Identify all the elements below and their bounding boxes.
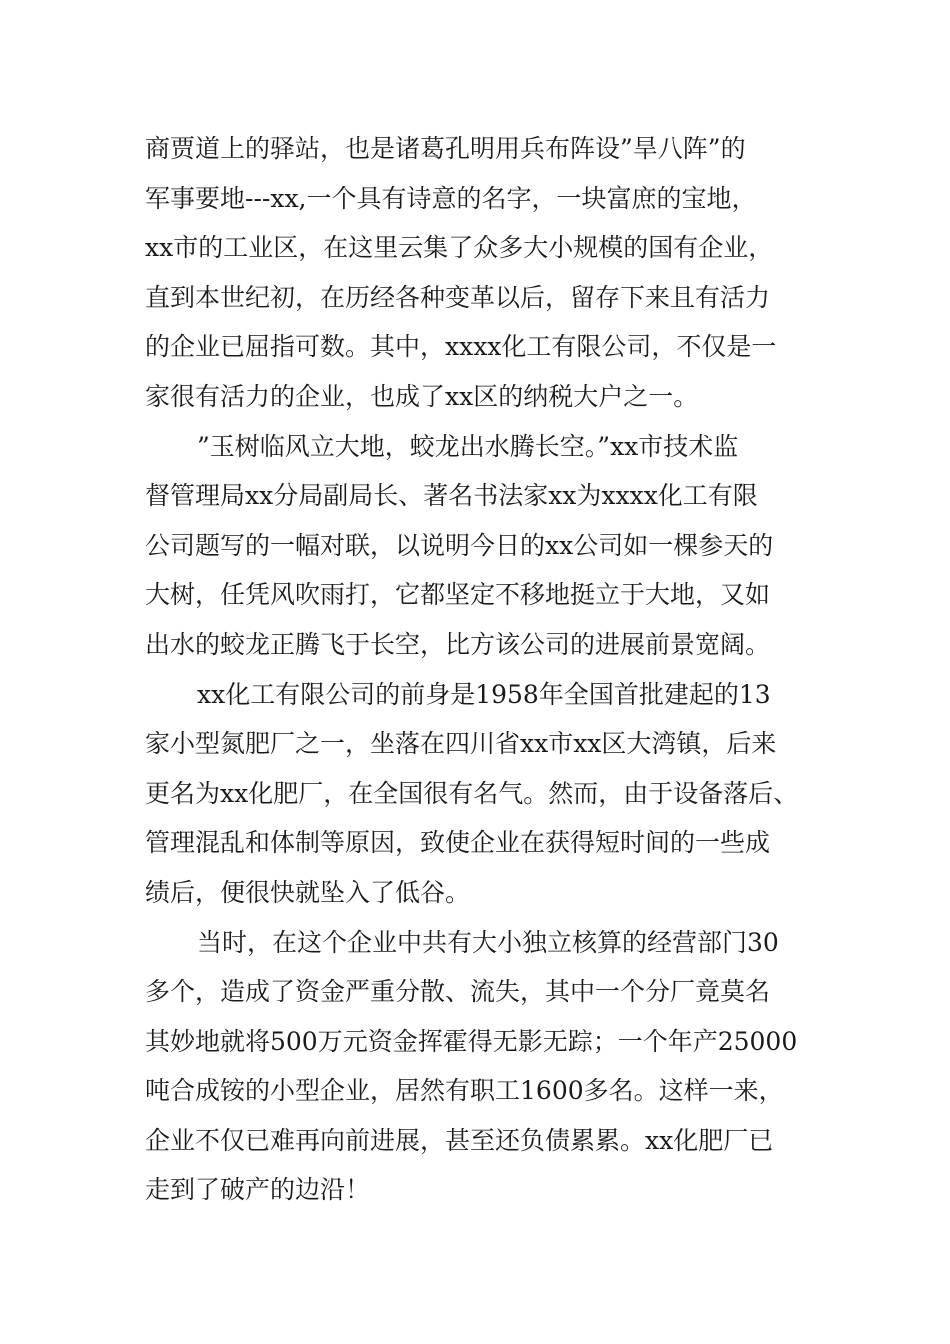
text-line: 的企业已屈指可数。其中，xxxx化工有限公司，不仅是一 (145, 332, 777, 362)
text-line: 公司题写的一幅对联，以说明今日的xx公司如一棵参天的 (145, 530, 774, 560)
text-line: 走到了破产的边沿！ (145, 1175, 371, 1205)
text-line: 企业不仅已难再向前进展，甚至还负债累累。xx化肥厂已 (145, 1125, 774, 1155)
text-line: 商贾道上的驿站，也是诸葛孔明用兵布阵设”旱八阵”的 (145, 134, 746, 163)
text-line: 更名为xx化肥厂，在全国很有名气。然而，由于设备落后、 (145, 778, 799, 808)
text-line: 家小型氮肥厂之一，坐落在四川省xx市xx区大湾镇，后来 (145, 729, 777, 759)
text-line: 绩后，便很快就坠入了低谷。 (145, 877, 471, 907)
text-line: 家很有活力的企业，也成了xx区的纳税大户之一。 (145, 381, 699, 411)
paragraph-start-line: ”玉树临风立大地，蛟龙出水腾长空。”xx市技术监 (197, 431, 739, 461)
text-line: 大树，任凭风吹雨打，它都坚定不移地挺立于大地，又如 (145, 580, 771, 610)
text-line: 吨合成铵的小型企业，居然有职工1600多名。这样一来， (145, 1076, 784, 1106)
paragraph-start-line: xx化工有限公司的前身是1958年全国首批建起的13 (197, 679, 771, 709)
text-line: 直到本世纪初，在历经各种变革以后，留存下来且有活力 (145, 282, 771, 312)
paragraph-start-line: 当时，在这个企业中共有大小独立核算的经营部门30 (197, 927, 779, 957)
body-text (145, 124, 825, 1215)
text-line: xx市的工业区，在这里云集了众多大小规模的国有企业， (145, 233, 774, 263)
text-line: 军事要地---xx,一个具有诗意的名字，一块富庶的宝地， (145, 183, 757, 213)
text-line: 多个，造成了资金严重分散、流失，其中一个分厂竟莫名 (145, 977, 771, 1007)
text-line: 管理混乱和体制等原因，致使企业在获得短时间的一些成 (145, 828, 771, 858)
text-line: 出水的蛟龙正腾飞于长空，比方该公司的进展前景宽阔。 (145, 629, 771, 659)
text-line: 其妙地就将500万元资金挥霍得无影无踪；一个年产25000 (145, 1026, 798, 1056)
text-line: 督管理局xx分局副局长、著名书法家xx为xxxx化工有限 (145, 481, 758, 511)
